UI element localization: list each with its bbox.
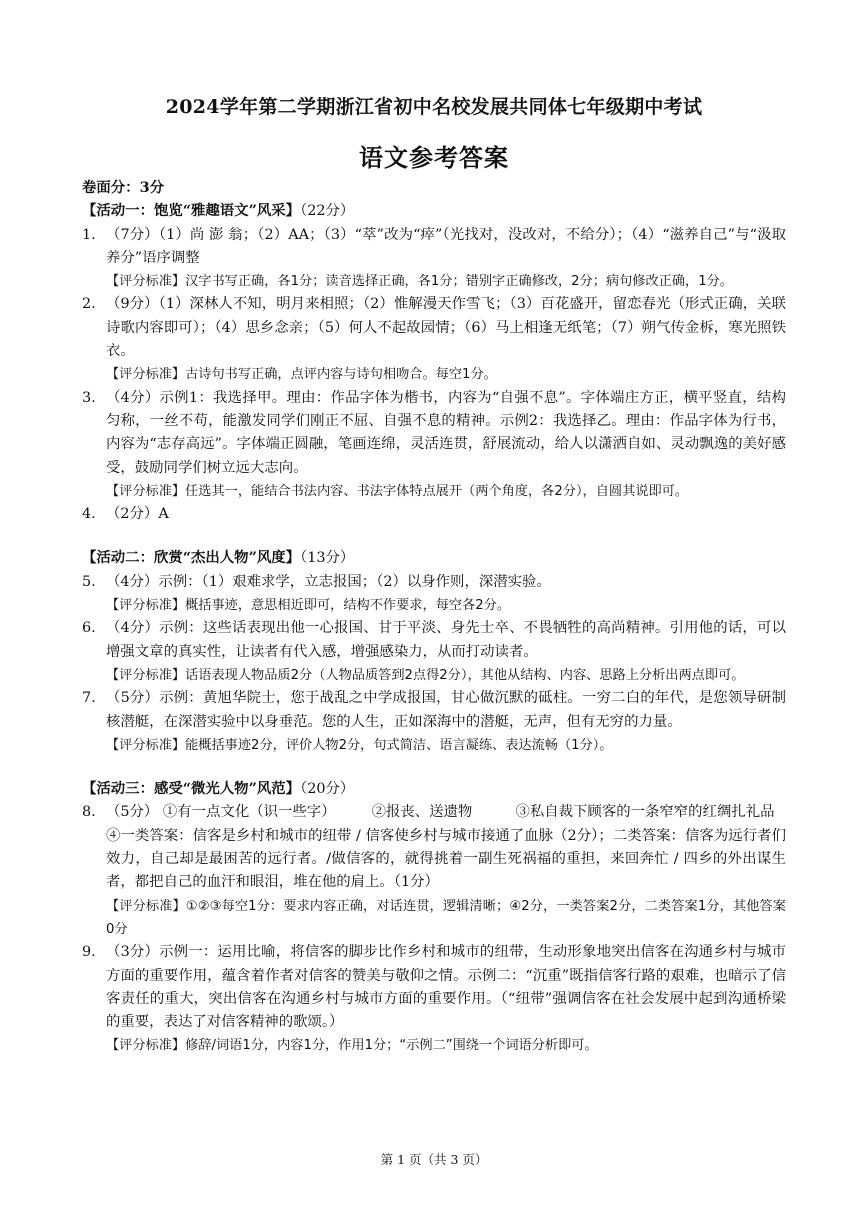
question-number: 5.: [82, 573, 96, 590]
question-5: [82, 571, 786, 594]
question-answer: （7分）（1）尚 澎 翁；（2）AA；（3）“萃”改为“瘁”（光找对，没改对，不给分）；（4）“滋养自己”与“汲取养分”语序调整: [106, 226, 786, 266]
question-number: 3.: [82, 389, 96, 406]
question-answer: （5分） ①有一点文化（识一些字） ②报丧、送遗物 ③私自裁下顾客的一条窄窄的红绸扎礼品: [106, 804, 775, 821]
section-points: （13分）: [300, 550, 355, 567]
section-title: 【活动一：饱览“雅趣语文”风采】: [82, 202, 301, 220]
question-number: 9.: [82, 944, 96, 961]
question-3: [82, 387, 786, 480]
page-footer: 第 1 页（共 3 页）: [380, 1152, 488, 1167]
question-number: 2.: [82, 296, 96, 313]
scoring-standard: 【评分标准】古诗句书写正确，点评内容与诗句相吻合。每空1分。: [106, 367, 497, 383]
question-4: [82, 503, 786, 526]
section-title: 【活动三：感受“微光人物”风范】: [82, 780, 301, 798]
question-2: [82, 293, 786, 363]
question-answer: （4分）示例：（1）艰难求学，立志报国；（2）以身作则，深潜实验。: [106, 573, 551, 590]
scoring-standard: 【评分标准】修辞/词语1分，内容1分，作用1分；“示例二”围绕一个词语分析即可。: [106, 1038, 598, 1054]
scoring-standard: 【评分标准】汉字书写正确，各1分；读音选择正确，各1分；错别字正确修改，2分；病句修改正确，1分。: [106, 274, 733, 290]
page-title: 2024学年第二学期浙江省初中名校发展共同体七年级期中考试: [165, 96, 703, 118]
question-6: [82, 617, 786, 664]
section-title: 【活动二：欣赏“杰出人物”风度】: [82, 549, 301, 567]
question-9: [82, 941, 786, 1034]
scoring-standard: 【评分标准】①②③每空1分：要求内容正确，对话连贯，逻辑清晰；④2分，一类答案2分，二类答案1分，其他答案0分: [106, 898, 786, 937]
question-1: [82, 224, 786, 271]
question-answer: （4分）示例1：我选择甲。理由：作品字体为楷书，内容为“自强不息”。字体端庄方正，横平竖直，结构匀称，一丝不苟，能激发同学们刚正不屈、自强不息的精神。示例2：我选择乙。理由：作品字体为行书，内容为“志存高远”。字体端正圆融，笔画连绵，灵活连贯，舒展流动，给人以潇洒自如、灵动飘逸的美好感受，鼓励同学们树立远大志向。: [106, 389, 786, 476]
scoring-standard: 【评分标准】任选其一，能结合书法内容、书法字体特点展开（两个角度，各2分），自圆其说即可。: [106, 483, 689, 499]
section-heading-2: [82, 546, 786, 570]
score-note: 卷面分：3分: [82, 179, 164, 196]
section-heading-3: [82, 777, 786, 801]
scoring-standard: 【评分标准】话语表现人物品质2分（人物品质答到2点得2分），其他从结构、内容、思路上分析出两点即可。: [106, 667, 745, 683]
question-answer-continued: ④一类答案：信客是乡村和城市的纽带 / 信客使乡村与城市接通了血脉（2分）；二类答案：信客为远行者们效力，自己却是最困苦的远行者。/做信客的，就得挑着一副生死祸福的重担，来回奔忙 / 四乡的外出谋生者，都把自己的血汗和眼泪，堆在他的肩上。（1分）: [106, 827, 786, 891]
question-answer: （4分）示例：这些话表现出他一心报国、甘于平淡、身先士卒、不畏牺牲的高尚精神。引用他的话，可以增强文章的真实性，让读者有代入感，增强感染力，从而打动读者。: [106, 620, 786, 660]
question-7: [82, 687, 786, 734]
question-answer: （2分）A: [106, 506, 169, 523]
document-body: [82, 176, 786, 1058]
question-answer: （3分）示例一：运用比喻，将信客的脚步比作乡村和城市的纽带，生动形象地突出信客在沟通乡村与城市方面的重要作用，蕴含着作者对信客的赞美与敬仰之情。示例二：“沉重”既指信客行路的艰难，也暗示了信客责任的重大，突出信客在沟通乡村与城市方面的重要作用。（“纽带”强调信客在社会发展中起到沟通桥梁的重要，表达了对信客精神的歌颂。）: [106, 944, 786, 1031]
question-number: 4.: [82, 506, 96, 523]
question-answer: （5分）示例：黄旭华院士，您于战乱之中学成报国，甘心做沉默的砥柱。一穷二白的年代，是您领导研制核潜艇，在深潜实验中以身垂范。您的人生，正如深海中的潜艇，无声，但有无穷的力量。: [106, 690, 786, 730]
question-number: 1.: [82, 226, 96, 243]
scoring-standard: 【评分标准】概括事迹，意思相近即可，结构不作要求，每空各2分。: [106, 598, 511, 614]
question-number: 7.: [82, 690, 96, 707]
scoring-standard: 【评分标准】能概括事迹2分，评价人物2分，句式简洁、语言凝练、表达流畅（1分）。: [106, 737, 613, 753]
section-heading-1: [82, 199, 786, 223]
question-8: [82, 801, 786, 824]
question-number: 6.: [82, 620, 96, 637]
page-subtitle: 语文参考答案: [359, 143, 509, 172]
question-number: 8.: [82, 804, 96, 821]
section-points: （22分）: [300, 203, 355, 220]
section-points: （20分）: [300, 781, 355, 798]
question-answer: （9分）（1）深林人不知，明月来相照；（2）惟解漫天作雪飞；（3）百花盛开，留恋春光（形式正确，关联诗歌内容即可）；（4）思乡念亲；（5）何人不起故园情；（6）马上相逢无纸笔；（7）朔气传金柝，寒光照铁衣。: [106, 296, 786, 360]
